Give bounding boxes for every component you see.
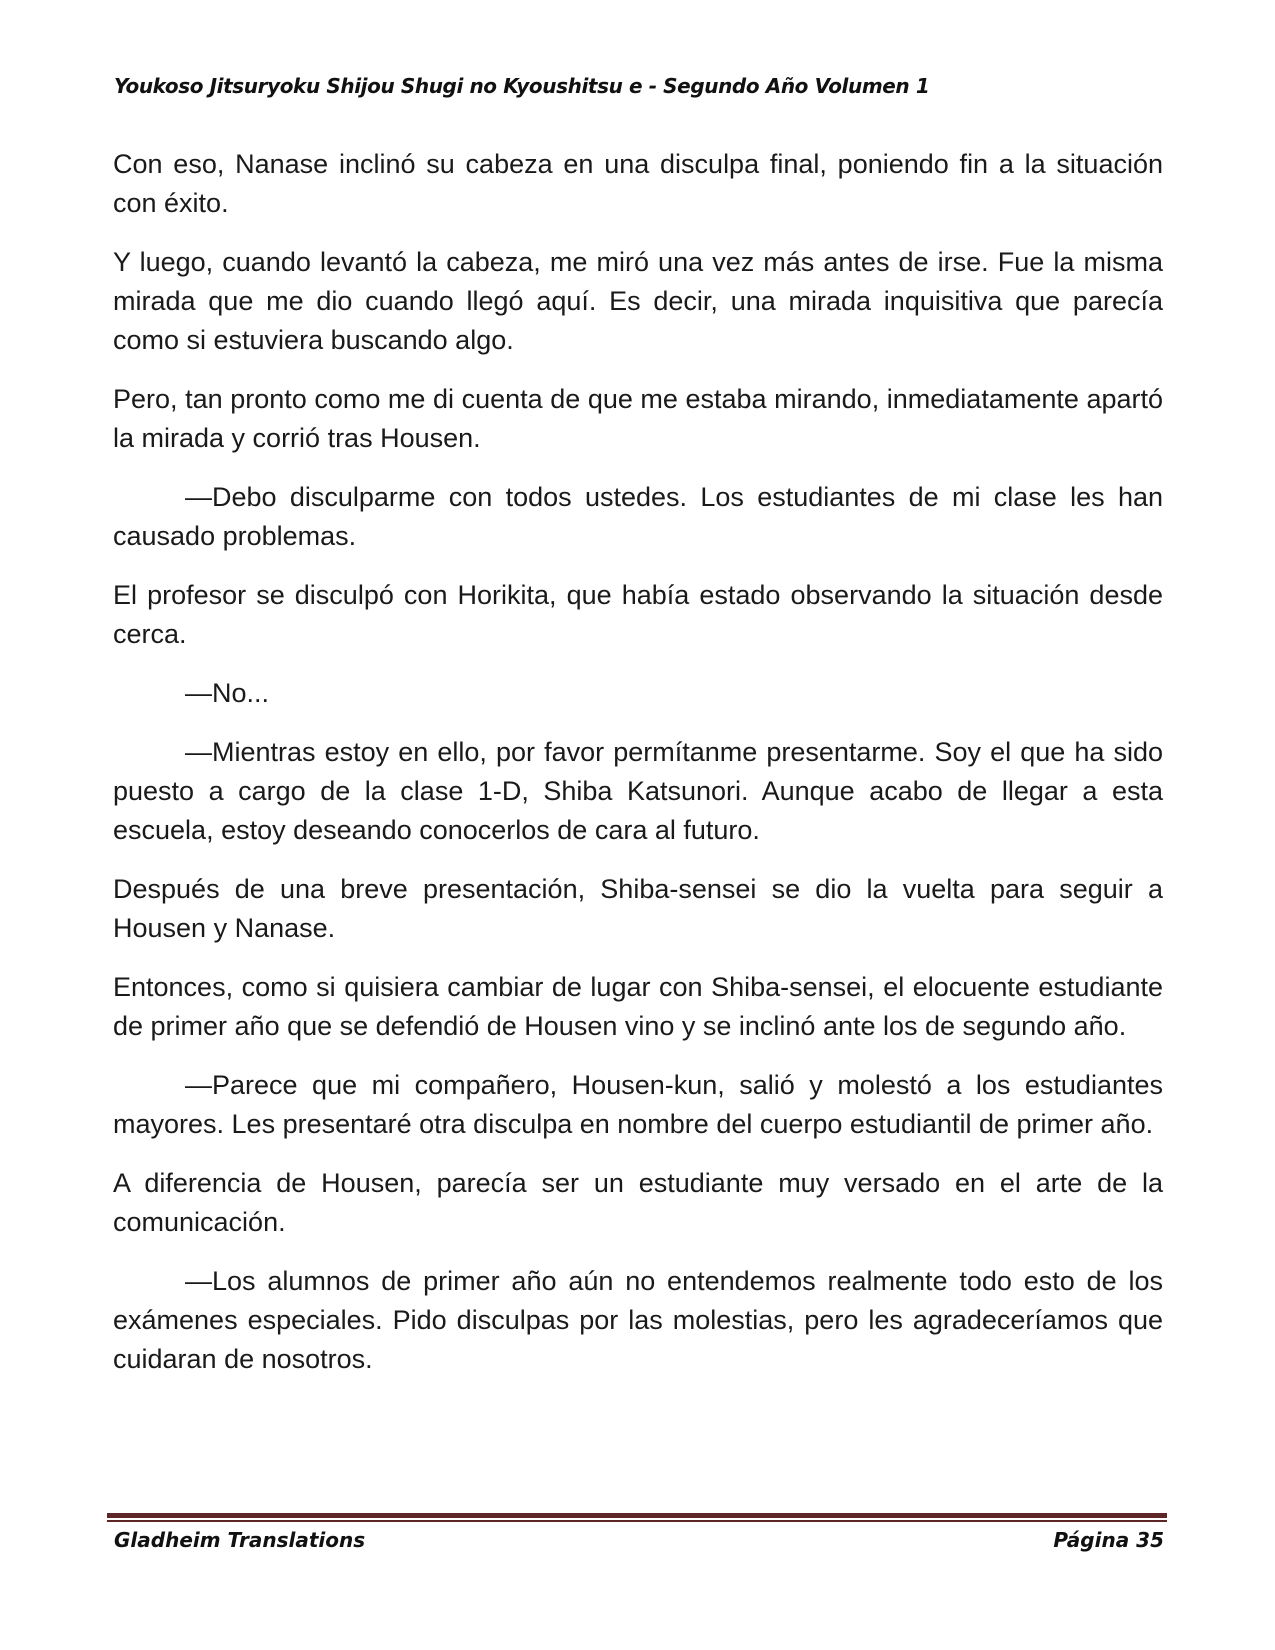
paragraph-1: Con eso, Nanase inclinó su cabeza en una disculpa final, poniendo fin a la situación con éxito. bbox=[113, 149, 1163, 218]
footer-page-number: Página 35 bbox=[1053, 1528, 1164, 1552]
body-text bbox=[113, 145, 1163, 1399]
paragraph-5: El profesor se disculpó con Horikita, que había estado observando la situación desde cerca. bbox=[113, 580, 1163, 649]
paragraph-9: Entonces, como si quisiera cambiar de lugar con Shiba-sensei, el elocuente estudiante de primer año que se defendió de Housen vino y se inclinó ante los de segundo año. bbox=[113, 972, 1163, 1041]
paragraph-4-dialog: —Debo disculparme con todos ustedes. Los estudiantes de mi clase les han causado problemas. bbox=[113, 482, 1163, 551]
paragraph-10-dialog: —Parece que mi compañero, Housen-kun, salió y molestó a los estudiantes mayores. Les presentaré otra disculpa en nombre del cuerpo estudiantil de primer año. bbox=[113, 1070, 1163, 1139]
paragraph-3: Pero, tan pronto como me di cuenta de que me estaba mirando, inmediatamente apartó la mirada y corrió tras Housen. bbox=[113, 384, 1163, 453]
footer-divider-thin bbox=[107, 1520, 1167, 1522]
paragraph-11: A diferencia de Housen, parecía ser un estudiante muy versado en el arte de la comunicación. bbox=[113, 1168, 1163, 1237]
paragraph-6-dialog: —No... bbox=[185, 678, 270, 708]
footer-translator-credit: Gladheim Translations bbox=[114, 1528, 366, 1552]
paragraph-12-dialog: —Los alumnos de primer año aún no entendemos realmente todo esto de los exámenes especiales. Pido disculpas por las molestias, pero les agradeceríamos que cuidaran de nosotros. bbox=[113, 1266, 1163, 1374]
paragraph-7-dialog: —Mientras estoy en ello, por favor permítanme presentarme. Soy el que ha sido puesto a cargo de la clase 1-D, Shiba Katsunori. Aunque acabo de llegar a esta escuela, estoy deseando conocerlos de cara al futuro. bbox=[113, 737, 1163, 845]
footer-divider bbox=[107, 1513, 1167, 1523]
paragraph-2: Y luego, cuando levantó la cabeza, me miró una vez más antes de irse. Fue la misma mirada que me dio cuando llegó aquí. Es decir, una mirada inquisitiva que parecía como si estuviera buscando algo. bbox=[113, 247, 1163, 355]
footer-divider-thick bbox=[107, 1513, 1167, 1518]
paragraph-8: Después de una breve presentación, Shiba-sensei se dio la vuelta para seguir a Housen y Nanase. bbox=[113, 874, 1163, 943]
page-header-title: Youkoso Jitsuryoku Shijou Shugi no Kyoushitsu e - Segundo Año Volumen 1 bbox=[114, 74, 930, 98]
